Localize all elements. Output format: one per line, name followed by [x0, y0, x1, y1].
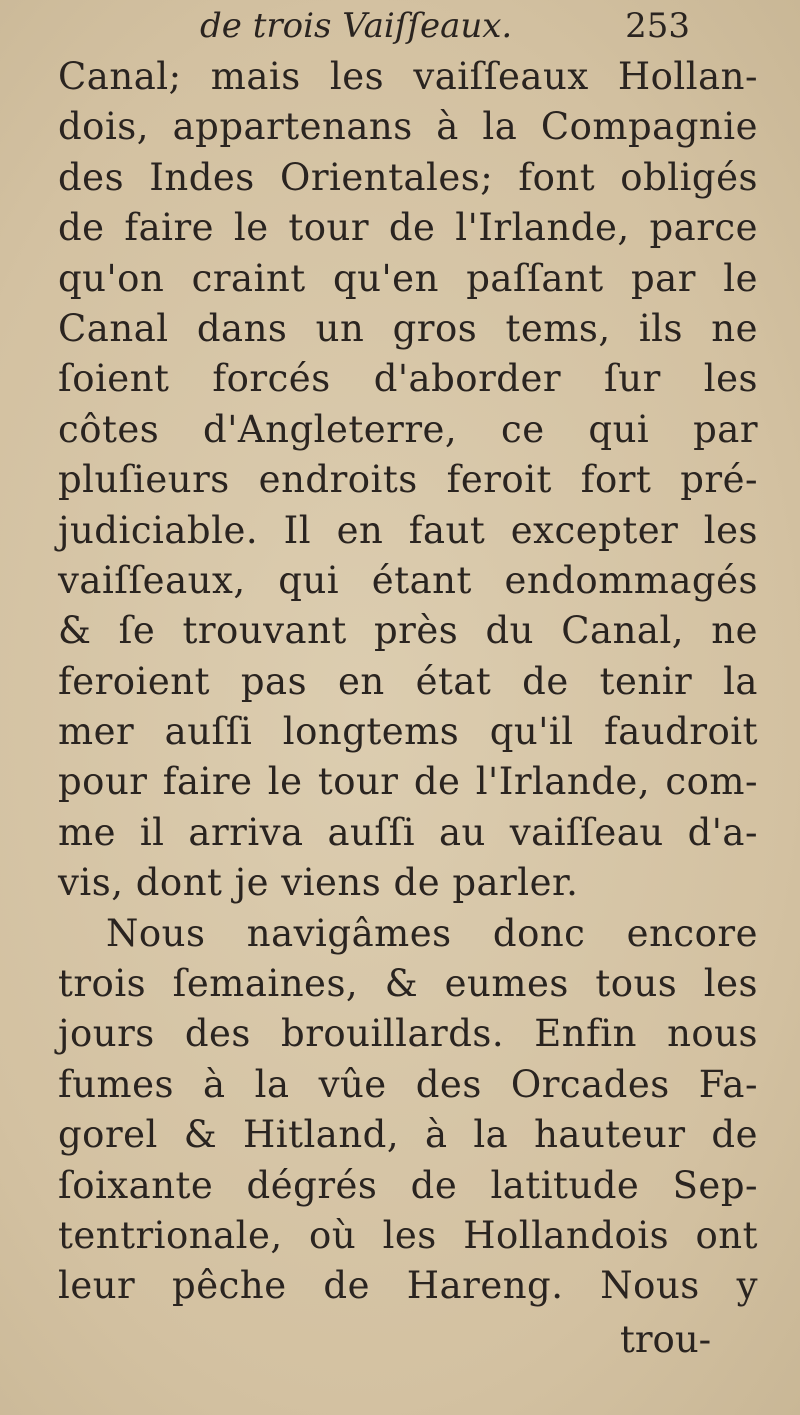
body-text	[58, 52, 758, 1312]
page-number: 253	[625, 6, 690, 46]
text-line: jours des brouillards. Enfin nous	[58, 1012, 758, 1056]
text-line: tentrionale, où les Hollandois ont	[58, 1213, 758, 1257]
text-line: judiciable. Il en faut excepter les	[58, 508, 758, 552]
text-line: gorel & Hitland, à la hauteur de	[58, 1113, 758, 1157]
catchword: trou-	[620, 1318, 712, 1361]
text-line: pour faire le tour de l'Irlande, com-	[58, 760, 758, 804]
text-line: me il arriva auſſi au vaiſſeau d'a-	[58, 810, 758, 854]
text-line: fumes à la vûe des Orcades Fa-	[58, 1062, 758, 1106]
text-line: Canal dans un gros tems, ils ne	[58, 306, 758, 350]
text-line: des Indes Orientales; font obligés	[58, 155, 758, 199]
text-line: mer auſſi longtems qu'il faudroit	[58, 710, 758, 754]
text-line: dois, appartenans à la Compagnie	[58, 105, 758, 149]
text-line: ſoixante dégrés de latitude Sep-	[58, 1163, 758, 1207]
text-line: ſoient forcés d'aborder ſur les	[58, 357, 758, 401]
text-line: pluſieurs endroits feroit fort pré-	[58, 458, 758, 502]
text-line: & ſe trouvant près du Canal, ne	[58, 609, 758, 653]
text-line: de faire le tour de l'Irlande, parce	[58, 206, 758, 250]
text-line: Nous navigâmes donc encore	[106, 911, 758, 955]
running-head	[190, 6, 690, 56]
text-line: vis, dont je viens de parler.	[58, 861, 579, 905]
text-line: côtes d'Angleterre, ce qui par	[58, 407, 758, 451]
text-line: trois ſemaines, & eumes tous les	[58, 962, 758, 1006]
text-line: leur pêche de Hareng. Nous y	[58, 1264, 758, 1308]
text-line: vaiſſeaux, qui étant endommagés	[58, 558, 758, 602]
running-head-title: de trois Vaiſſeaux.	[200, 6, 513, 46]
text-line: feroient pas en état de tenir la	[58, 659, 758, 703]
text-line: Canal; mais les vaiſſeaux Hollan-	[58, 55, 758, 98]
text-line: qu'on craint qu'en paſſant par le	[58, 256, 758, 300]
